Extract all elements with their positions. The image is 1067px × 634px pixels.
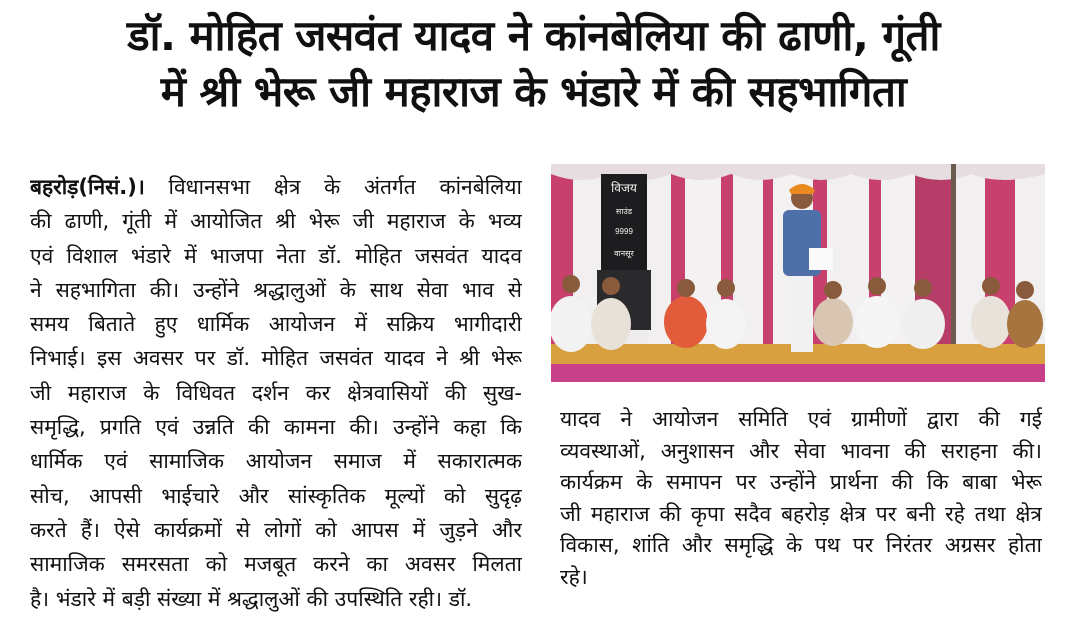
headline-line-2: में श्री भेरू जी महाराज के भंडारे में की सहभागिता <box>160 67 907 116</box>
article-line: कार्यक्रम के समापन पर उन्होंने प्रार्थना की कि बाबा भेरू <box>560 470 1042 494</box>
dateline: बहरोड़(निसं.)। <box>30 175 145 199</box>
speaker-sign-line: विजय <box>611 181 637 195</box>
article-line: सोच, आपसी भाईचारे और सांस्कृतिक मूल्यों को सुदृढ़ <box>30 483 522 508</box>
article-line: व्यवस्थाओं, अनुशासन और सेवा भावना की सराहना की। <box>560 438 1042 463</box>
article-line <box>30 170 522 204</box>
article-line: रहे। <box>560 564 588 589</box>
article-line: यादव ने आयोजन समिति एवं ग्रामीणों द्वारा की गई <box>560 407 1042 431</box>
event-photo <box>551 164 1045 382</box>
event-photo-illustration <box>551 164 1045 382</box>
headline <box>18 8 1049 120</box>
article-line-text: विधानसभा क्षेत्र के अंतर्गत कांनबेलिया <box>144 175 522 199</box>
article-line: जी महाराज की कृपा सदैव बहरोड़ क्षेत्र पर बनी रहे तथा क्षेत्र <box>560 501 1042 526</box>
article-column-left <box>30 170 522 616</box>
speaker-sign-line: साउंड <box>615 207 633 216</box>
article-line: ने सहभागिता की। उन्होंने श्रद्धालुओं के साथ सेवा भाव से <box>30 277 522 302</box>
speaker-sign-line: 9999 <box>615 227 633 236</box>
article-line: समय बिताते हुए धार्मिक आयोजन में सक्रिय भागीदारी <box>30 312 522 337</box>
article-line: है। भंडारे में बड़ी संख्या में श्रद्धालुओं की उपस्थिति रही। डॉ. <box>30 586 473 611</box>
article-line: एवं विशाल भंडारे में भाजपा नेता डॉ. मोहित जसवंत यादव <box>30 243 522 268</box>
article-line: की ढाणी, गूंती में आयोजित श्री भेरू जी महाराज के भव्य <box>30 209 522 234</box>
article-line: समृद्धि, प्रगति एवं उन्नति की कामना की। उन्होंने कहा कि <box>30 415 522 440</box>
article-line: निभाई। इस अवसर पर डॉ. मोहित जसवंत यादव ने श्री भेरू <box>30 346 522 371</box>
article-line: जी महाराज के विधिवत दर्शन कर क्षेत्रवासियों की सुख- <box>30 380 522 405</box>
speaker-sign-line: वानसूर <box>614 249 634 258</box>
article-line: विकास, शांति और समृद्धि के पथ पर निरंतर अग्रसर होता <box>560 533 1042 557</box>
article-line: सामाजिक समरसता को मजबूत करने का अवसर मिलता <box>30 552 522 577</box>
headline-line-1: डॉ. मोहित जसवंत यादव ने कांनबेलिया की ढाणी, गूंती <box>127 11 940 60</box>
article-column-right <box>560 404 1042 593</box>
article-line: धार्मिक एवं सामाजिक आयोजन समाज में सकारात्मक <box>30 449 522 474</box>
article-line: करते हैं। ऐसे कार्यक्रमों से लोगों को आपस में जुड़ने और <box>30 517 522 542</box>
